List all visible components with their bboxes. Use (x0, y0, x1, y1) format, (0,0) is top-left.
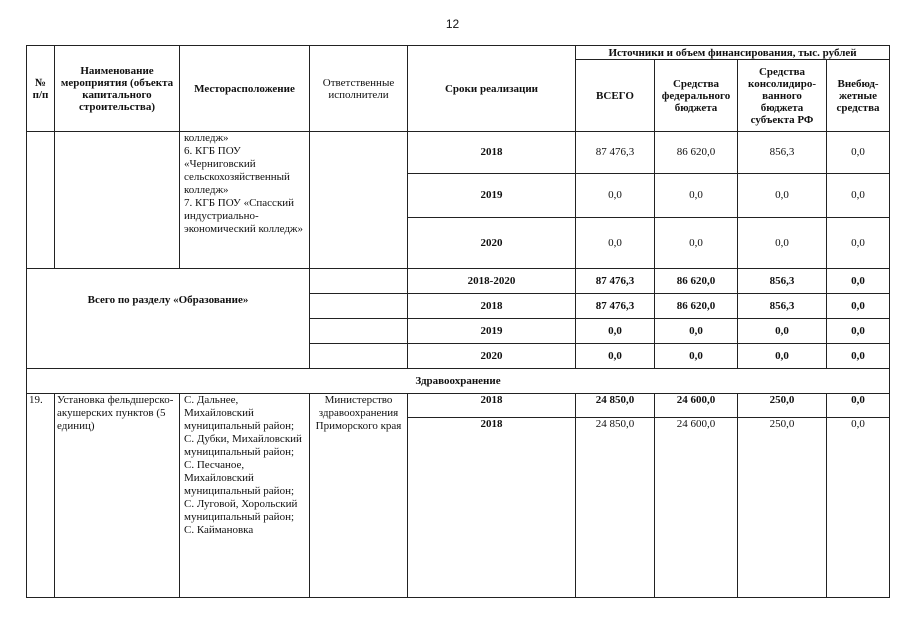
item19-extra: 0,0 (827, 418, 890, 598)
header-terms: Сроки реализации (408, 46, 576, 132)
edu-num-cell (27, 132, 55, 269)
item19-consolidated: 250,0 (738, 418, 827, 598)
item19-name: Установка фельдшерско-акушерских пунктов (5 единиц) (55, 394, 180, 598)
edu-total-executor-cell (310, 319, 408, 344)
total-consolidated: 856,3 (738, 294, 827, 319)
total-consolidated: 856,3 (738, 269, 827, 294)
total-extra: 0,0 (827, 269, 890, 294)
edu-total-executor-cell (310, 344, 408, 369)
total-federal: 0,0 (655, 344, 738, 369)
header-num: № п/п (27, 46, 55, 132)
edu-year: 2020 (408, 218, 576, 269)
total-total: 0,0 (576, 319, 655, 344)
edu-total: 87 476,3 (576, 132, 655, 174)
total-year: 2020 (408, 344, 576, 369)
edu-total-label: Всего по разделу «Образование» (27, 294, 310, 369)
edu-consolidated: 0,0 (738, 218, 827, 269)
header-extrabudget: Внебюд-жетные средства (827, 60, 890, 132)
total-extra: 0,0 (827, 344, 890, 369)
item19-consolidated: 250,0 (738, 394, 827, 418)
total-year: 2018 (408, 294, 576, 319)
total-year: 2018-2020 (408, 269, 576, 294)
total-federal: 0,0 (655, 319, 738, 344)
edu-location: колледж» 6. КГБ ПОУ «Черниговский сельскохозяйственный колледж» 7. КГБ ПОУ «Спасский индустриально-экономический колледж» (180, 132, 310, 269)
header-executors: Ответственные исполнители (310, 46, 408, 132)
edu-name-cell (55, 132, 180, 269)
edu-executor-cell (310, 132, 408, 269)
total-total: 87 476,3 (576, 269, 655, 294)
header-federal: Средства федерального бюджета (655, 60, 738, 132)
edu-federal: 0,0 (655, 174, 738, 218)
item19-num: 19. (27, 394, 55, 598)
item19-location: С. Дальнее, Михайловский муниципальный район; С. Дубки, Михайловский муниципальный район; С. Песчаное, Михайловский муниципальный район; С. Луговой, Хорольский муниципальный район; С. Каймановка (180, 394, 310, 598)
header-name: Наименование мероприятия (объекта капитального строительства) (55, 46, 180, 132)
edu-total-executor-cell (310, 294, 408, 319)
total-extra: 0,0 (827, 294, 890, 319)
edu-extra: 0,0 (827, 174, 890, 218)
edu-extra: 0,0 (827, 218, 890, 269)
edu-consolidated: 0,0 (738, 174, 827, 218)
total-federal: 86 620,0 (655, 269, 738, 294)
total-federal: 86 620,0 (655, 294, 738, 319)
item19-executor: Министерство здравоохранения Приморского края (310, 394, 408, 598)
item19-federal: 24 600,0 (655, 394, 738, 418)
edu-year: 2019 (408, 174, 576, 218)
edu-total-blank (27, 269, 310, 294)
item19-total: 24 850,0 (576, 394, 655, 418)
item19-extra: 0,0 (827, 394, 890, 418)
edu-total: 0,0 (576, 218, 655, 269)
section-health: Здравоохранение (27, 369, 890, 394)
total-consolidated: 0,0 (738, 344, 827, 369)
edu-federal: 0,0 (655, 218, 738, 269)
header-sources: Источники и объем финансирования, тыс. рублей (576, 46, 890, 60)
financing-table (26, 45, 890, 598)
header-total: ВСЕГО (576, 60, 655, 132)
total-total: 0,0 (576, 344, 655, 369)
item19-year: 2018 (408, 418, 576, 598)
header-location: Месторасположение (180, 46, 310, 132)
item19-year: 2018 (408, 394, 576, 418)
edu-extra: 0,0 (827, 132, 890, 174)
total-consolidated: 0,0 (738, 319, 827, 344)
page-number: 12 (445, 17, 460, 31)
item19-federal: 24 600,0 (655, 418, 738, 598)
header-consolidated: Средства консолидиро-ванного бюджета субъекта РФ (738, 60, 827, 132)
total-extra: 0,0 (827, 319, 890, 344)
total-year: 2019 (408, 319, 576, 344)
edu-federal: 86 620,0 (655, 132, 738, 174)
item19-total: 24 850,0 (576, 418, 655, 598)
edu-consolidated: 856,3 (738, 132, 827, 174)
edu-year: 2018 (408, 132, 576, 174)
edu-total-executor-cell (310, 269, 408, 294)
edu-total: 0,0 (576, 174, 655, 218)
total-total: 87 476,3 (576, 294, 655, 319)
